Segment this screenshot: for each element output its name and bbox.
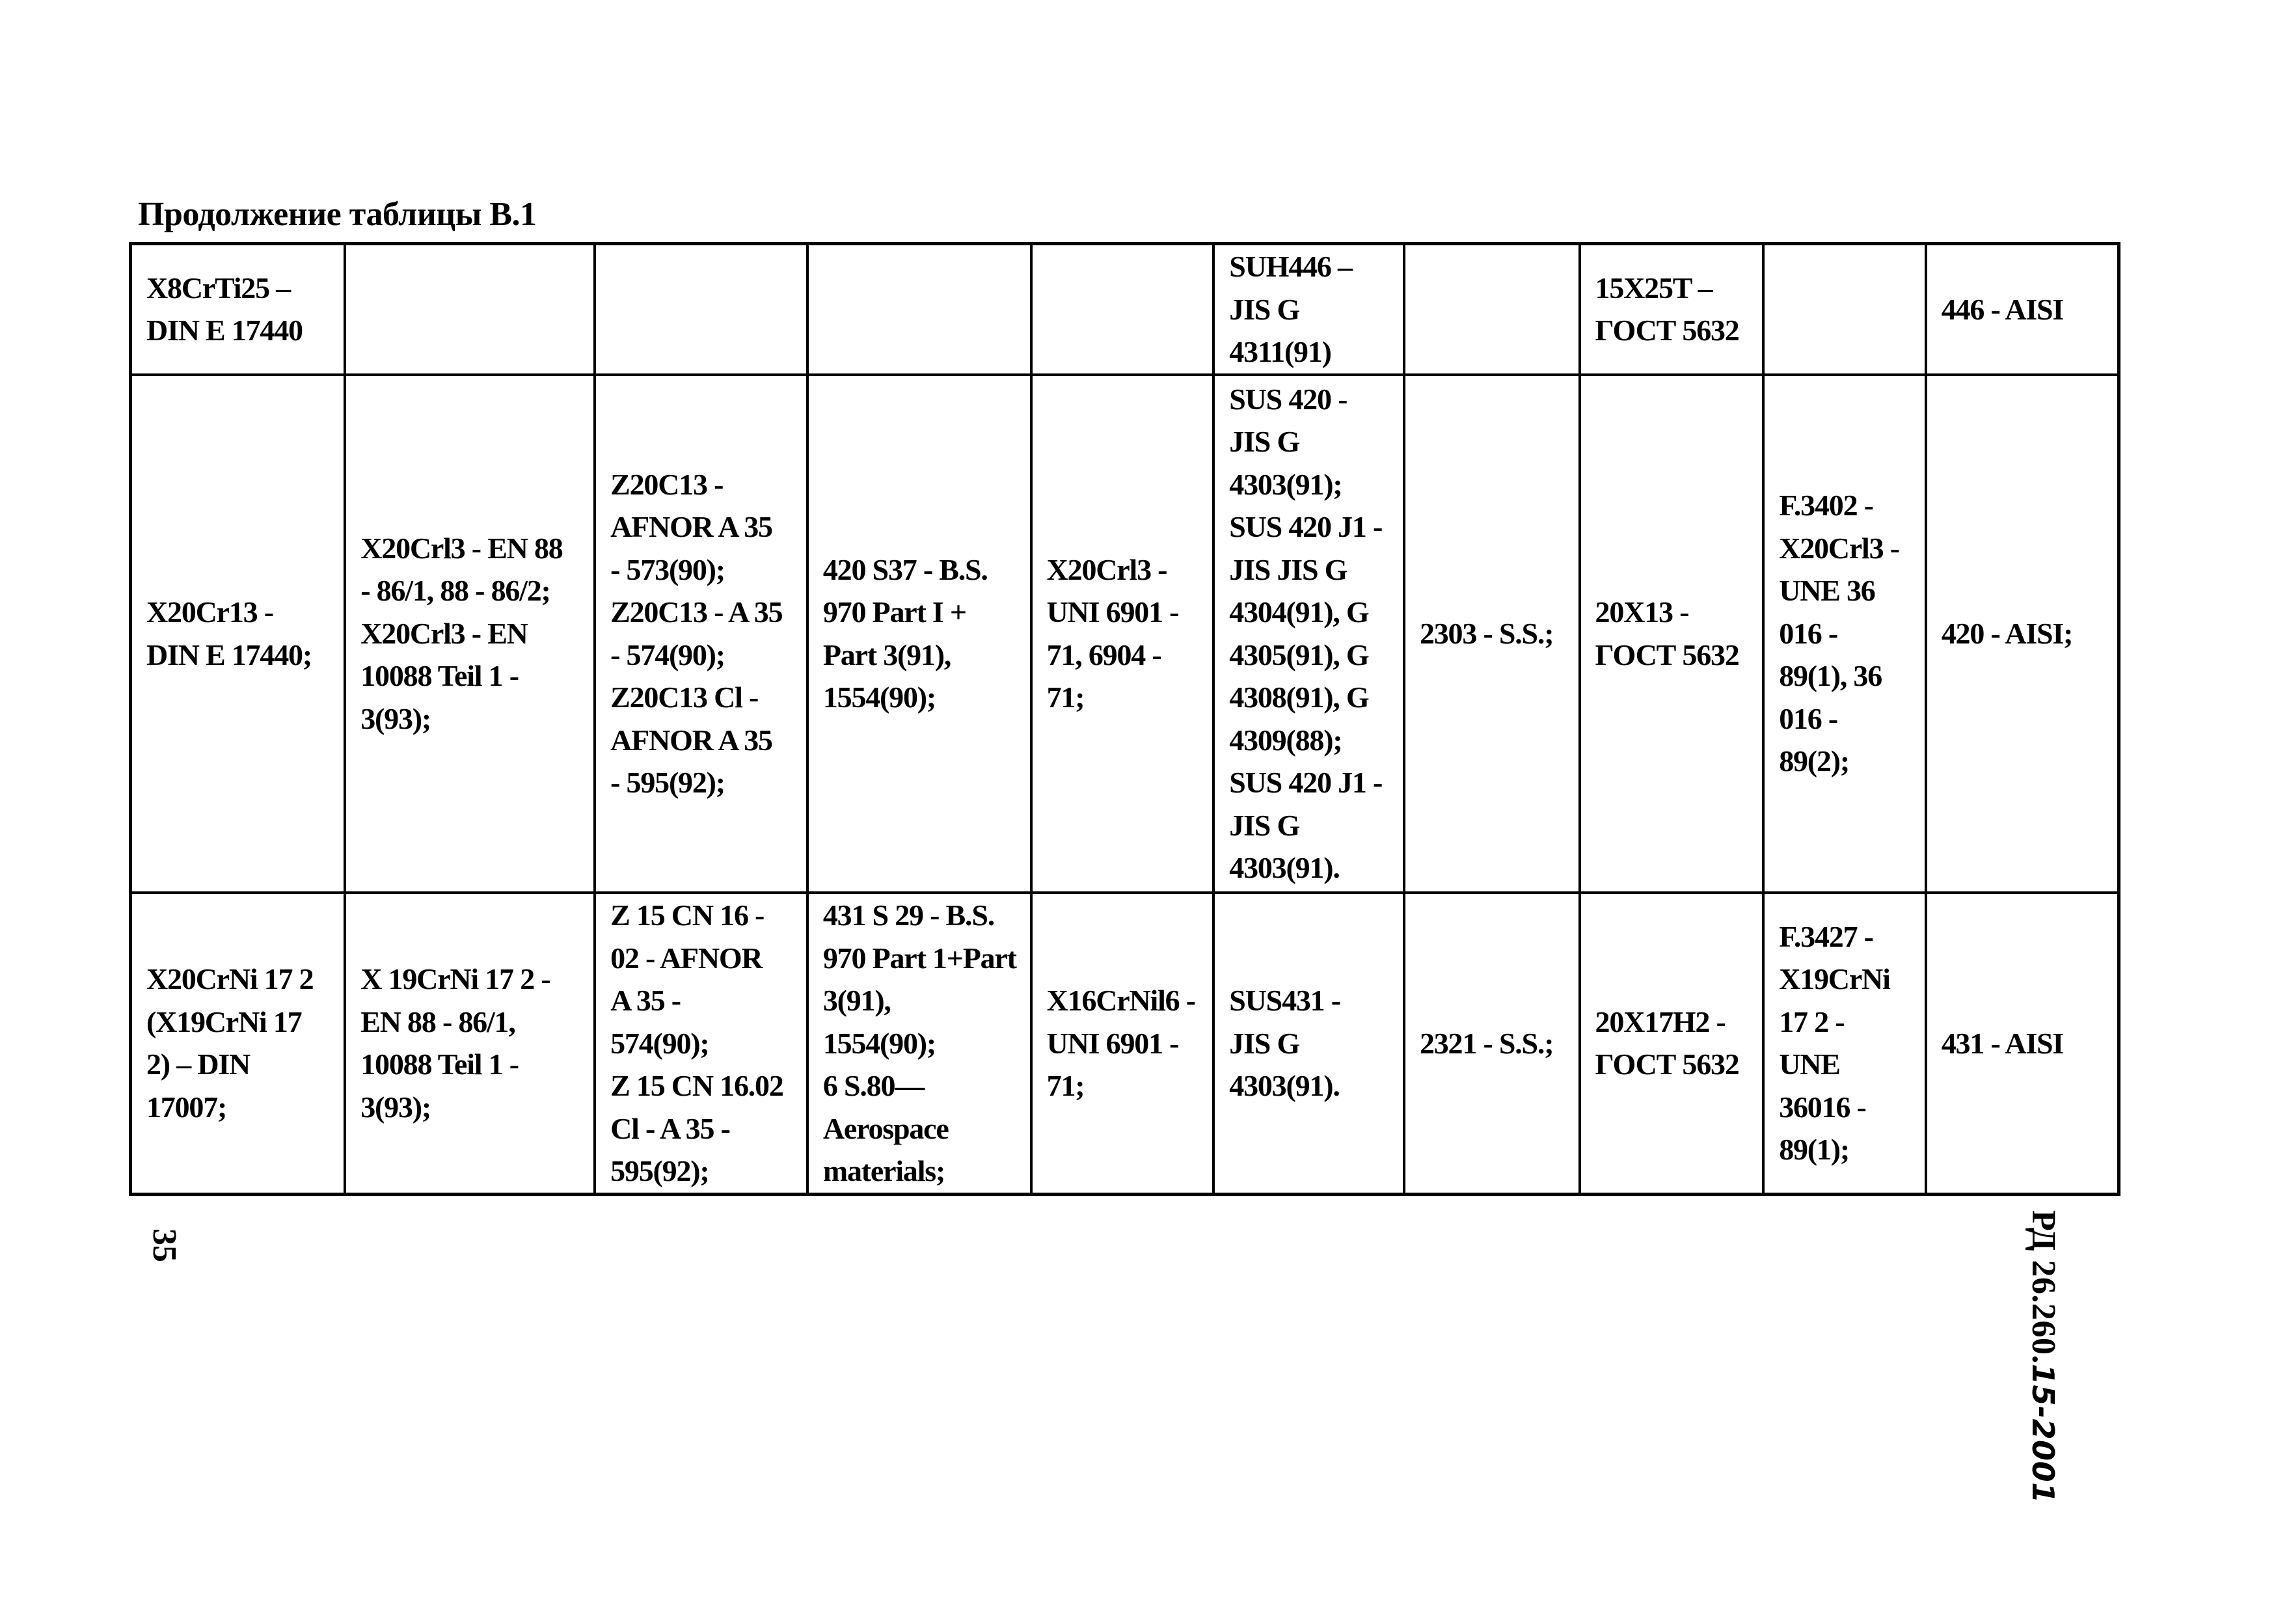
table-cell	[131, 375, 345, 893]
table-cell	[595, 893, 807, 1195]
cell-text-line: 420 S37 - B.S.	[822, 552, 988, 586]
cell-text-line: 71, 6904 -	[1046, 638, 1161, 671]
table-cell	[1213, 893, 1404, 1195]
table-cell	[1213, 375, 1404, 893]
cell-text-line: 574(90);	[610, 1026, 709, 1060]
cell-text-line: 970 Part I +	[822, 595, 966, 629]
cell-text-line: 4305(91), G	[1229, 638, 1369, 671]
cell-text-line: 6 S.80—	[822, 1069, 925, 1102]
table-cell	[345, 375, 595, 893]
cell-text-line: 4304(91), G	[1229, 595, 1369, 629]
table-cell	[1031, 244, 1214, 375]
steel-grades-table	[129, 242, 2120, 1196]
cell-text-line: 431 S 29 - B.S.	[822, 899, 995, 932]
table-cell	[1926, 375, 2119, 893]
table-cell	[807, 375, 1031, 893]
cell-text-line: 89(1);	[1779, 1133, 1849, 1167]
cell-text-line: 2) – DIN	[146, 1048, 251, 1081]
cell-text-line: 4303(91).	[1229, 1069, 1340, 1102]
page-number: 35	[146, 1228, 183, 1262]
cell-text-line: 431 - AISI	[1941, 1026, 2064, 1060]
cell-text-line: X8CrTi25 –	[146, 271, 290, 304]
cell-text-line: SUS 420 J1 -	[1229, 510, 1383, 543]
cell-text-line: JIS JIS G	[1229, 552, 1348, 586]
table-cell	[1580, 244, 1764, 375]
document-code-handwritten: 15-2001	[2025, 1363, 2061, 1504]
cell-text-line: - 86/1, 88 - 86/2;	[360, 574, 550, 608]
table-cell	[1580, 375, 1764, 893]
cell-text-line: 4309(88);	[1229, 723, 1342, 757]
cell-text-line: 1554(90);	[822, 1026, 936, 1060]
table-cell	[807, 244, 1031, 375]
cell-text-line: 2321 - S.S.;	[1419, 1026, 1554, 1060]
cell-text-line: 15X25T –	[1595, 271, 1713, 304]
cell-text-line: 970 Part 1+Part	[822, 941, 1016, 975]
table-row	[131, 893, 2119, 1195]
table-cell	[1404, 244, 1580, 375]
cell-text-line: 420 - AISI;	[1941, 616, 2073, 650]
cell-text-line: materials;	[822, 1154, 945, 1187]
cell-text-line: DIN E 17440	[146, 314, 303, 347]
cell-text-line: X 19CrNi 17 2 -	[360, 962, 550, 996]
cell-text-line: AFNOR A 35	[610, 510, 772, 543]
cell-text-line: DIN E 17440;	[146, 638, 312, 671]
cell-text-line: 3(93);	[360, 701, 431, 735]
cell-text-line: X19CrNi	[1779, 962, 1890, 996]
table-cell	[1031, 375, 1214, 893]
table-row	[131, 244, 2119, 375]
cell-text-line: ГОСТ 5632	[1595, 638, 1739, 671]
cell-text-line: 4311(91)	[1229, 335, 1331, 368]
table-cell	[1404, 893, 1580, 1195]
cell-text-line: Z 15 CN 16.02	[610, 1069, 783, 1102]
cell-text-line: 016 -	[1779, 701, 1838, 735]
cell-text-line: UNE	[1779, 1048, 1840, 1081]
table-cell	[1580, 893, 1764, 1195]
cell-text-line: 71;	[1046, 681, 1085, 714]
cell-text-line: X20Crl3 - EN	[360, 616, 528, 650]
cell-text-line: 595(92);	[610, 1154, 709, 1187]
cell-text-line: 4303(91);	[1229, 467, 1342, 501]
cell-text-line: X20Cr13 -	[146, 595, 273, 629]
cell-text-line: 3(91),	[822, 984, 891, 1017]
table-cell	[1404, 375, 1580, 893]
cell-text-line: ГОСТ 5632	[1595, 1048, 1739, 1081]
cell-text-line: X20Crl3 -	[1779, 531, 1899, 565]
cell-text-line: Part 3(91),	[822, 638, 951, 671]
cell-text-line: JIS G	[1229, 808, 1300, 842]
cell-text-line: 016 -	[1779, 616, 1838, 650]
document-code-printed: РД 26.260.	[2025, 1210, 2062, 1364]
cell-text-line: SUS 420 J1 -	[1229, 766, 1383, 799]
cell-text-line: 3(93);	[360, 1090, 431, 1124]
table-cell	[595, 244, 807, 375]
table-row	[131, 375, 2119, 893]
cell-text-line: SUS 420 -	[1229, 382, 1348, 416]
cell-text-line: AFNOR A 35	[610, 723, 772, 757]
cell-text-line: X20Crl3 - EN 88	[360, 531, 563, 565]
cell-text-line: 446 - AISI	[1941, 292, 2064, 326]
cell-text-line: 10088 Teil 1 -	[360, 1048, 519, 1081]
cell-text-line: X20Crl3 -	[1046, 552, 1167, 586]
cell-text-line: 4308(91), G	[1229, 681, 1369, 714]
cell-text-line: X20CrNi 17 2	[146, 962, 314, 996]
cell-text-line: UNE 36	[1779, 574, 1875, 608]
cell-text-line: 10088 Teil 1 -	[360, 659, 519, 693]
cell-text-line: 4303(91).	[1229, 851, 1340, 884]
cell-text-line: 71;	[1046, 1069, 1085, 1102]
cell-text-line: Z 15 CN 16 -	[610, 899, 765, 932]
cell-text-line: Z20C13 -	[610, 467, 724, 501]
table-cell	[1031, 893, 1214, 1195]
cell-text-line: ГОСТ 5632	[1595, 314, 1739, 347]
cell-text-line: Z20C13 Cl -	[610, 681, 759, 714]
table-cell	[1926, 244, 2119, 375]
cell-text-line: UNI 6901 -	[1046, 1026, 1179, 1060]
cell-text-line: F.3427 -	[1779, 919, 1873, 953]
table-cell	[1763, 244, 1926, 375]
cell-text-line: UNI 6901 -	[1046, 595, 1179, 629]
cell-text-line: - 574(90);	[610, 638, 725, 671]
cell-text-line: Aerospace	[822, 1111, 949, 1145]
cell-text-line: Cl - A 35 -	[610, 1111, 730, 1145]
table-cell	[1763, 375, 1926, 893]
cell-text-line: JIS G	[1229, 1026, 1300, 1060]
cell-text-line: JIS G	[1229, 425, 1300, 458]
cell-text-line: SUS431 -	[1229, 984, 1340, 1017]
table-caption: Продолжение таблицы В.1	[138, 196, 537, 233]
cell-text-line: - 595(92);	[610, 766, 725, 799]
cell-text-line: F.3402 -	[1779, 489, 1873, 522]
table-cell	[1213, 244, 1404, 375]
cell-text-line: - 573(90);	[610, 552, 725, 586]
table-cell	[595, 375, 807, 893]
document-code	[2024, 1210, 2063, 1504]
cell-text-line: 36016 -	[1779, 1090, 1866, 1124]
cell-text-line: SUH446 –	[1229, 250, 1352, 283]
cell-text-line: A 35 -	[610, 984, 681, 1017]
cell-text-line: 2303 - S.S.;	[1419, 616, 1554, 650]
cell-text-line: (X19CrNi 17	[146, 1005, 302, 1038]
cell-text-line: X16CrNil6 -	[1046, 984, 1195, 1017]
cell-text-line: 20X17H2 -	[1595, 1005, 1726, 1038]
table-cell	[1926, 893, 2119, 1195]
table-cell	[131, 244, 345, 375]
table-cell	[131, 893, 345, 1195]
cell-text-line: 20X13 -	[1595, 595, 1689, 629]
cell-text-line: 89(2);	[1779, 744, 1849, 778]
cell-text-line: JIS G	[1229, 292, 1300, 326]
cell-text-line: 17007;	[146, 1090, 227, 1124]
cell-text-line: 1554(90);	[822, 681, 936, 714]
cell-text-line: 02 - AFNOR	[610, 941, 763, 975]
table-cell	[807, 893, 1031, 1195]
table-cell	[1763, 893, 1926, 1195]
cell-text-line: Z20C13 - A 35	[610, 595, 783, 629]
table-cell	[345, 244, 595, 375]
cell-text-line: 17 2 -	[1779, 1005, 1845, 1038]
table-cell	[345, 893, 595, 1195]
cell-text-line: EN 88 - 86/1,	[360, 1005, 515, 1038]
cell-text-line: 89(1), 36	[1779, 659, 1882, 693]
